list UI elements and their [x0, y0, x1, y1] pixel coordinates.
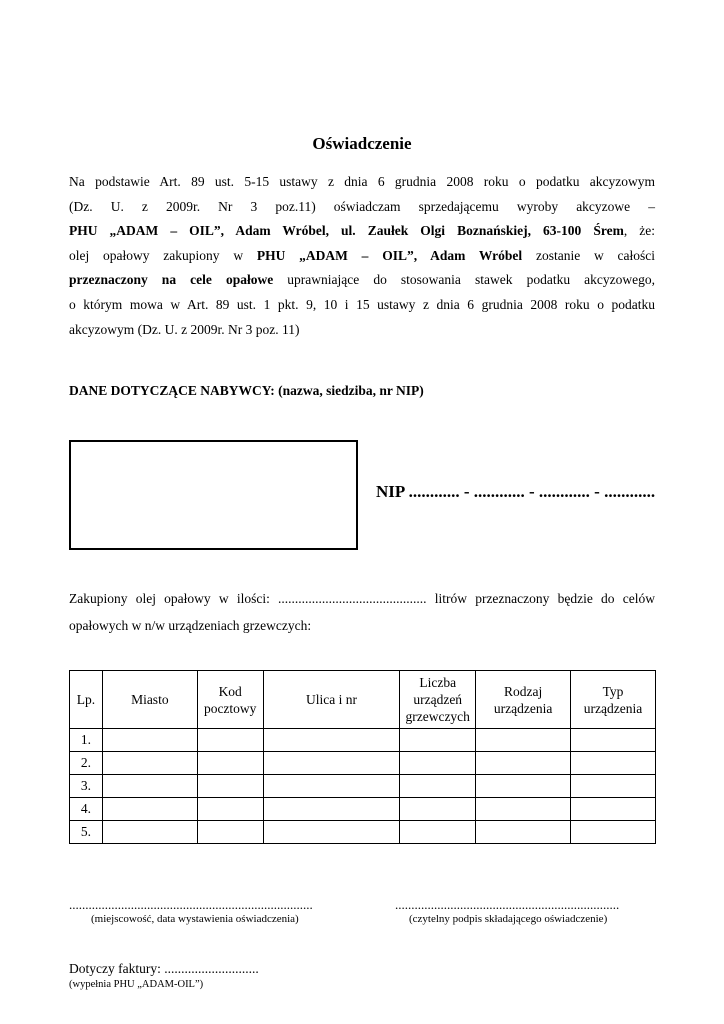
row-number: 4. — [70, 798, 103, 821]
statement-line-3 — [69, 219, 655, 244]
cell-kod[interactable] — [197, 821, 263, 844]
cell-ulica[interactable] — [263, 752, 400, 775]
cell-miasto[interactable] — [102, 798, 197, 821]
table-row — [70, 821, 656, 844]
col-typ-line-2: urządzenia — [583, 700, 643, 716]
document-title: Oświadczenie — [312, 134, 412, 153]
purpose-bold: przeznaczony na cele opałowe — [69, 272, 274, 288]
cell-miasto[interactable] — [102, 775, 197, 798]
cell-kod[interactable] — [197, 775, 263, 798]
statement-paragraph — [69, 170, 655, 342]
statement-line-3-tail: , że: — [623, 223, 655, 239]
statement-line-5 — [69, 268, 655, 293]
col-miasto: Miasto — [102, 671, 197, 729]
quantity-line-2: opałowych w n/w urządzeniach grzewczych: — [69, 618, 312, 633]
invoice-field[interactable]: Dotyczy faktury: ............................ — [69, 961, 259, 976]
col-kod-pocztowy — [197, 671, 263, 729]
nip-field[interactable]: NIP ............ - ............ - ............ - ............ — [376, 482, 656, 501]
col-liczba-line-1: Liczba — [419, 675, 457, 690]
cell-rodzaj[interactable] — [476, 798, 571, 821]
cell-typ[interactable] — [571, 821, 656, 844]
statement-line-5-post: uprawniające do stosowania stawek podatku akcyzowego, — [273, 272, 655, 288]
col-liczba-urzadzen — [400, 671, 476, 729]
cell-typ[interactable] — [571, 798, 656, 821]
cell-rodzaj[interactable] — [476, 752, 571, 775]
place-date-caption: (miejscowość, data wystawienia oświadczenia) — [91, 913, 299, 925]
cell-miasto[interactable] — [102, 752, 197, 775]
table-row — [70, 752, 656, 775]
cell-liczba[interactable] — [400, 775, 476, 798]
cell-ulica[interactable] — [263, 821, 400, 844]
cell-rodzaj[interactable] — [476, 729, 571, 752]
cell-ulica[interactable] — [263, 729, 400, 752]
signature-field[interactable]: ..................................................................... — [395, 897, 620, 912]
statement-line-4-post: zostanie w całości — [522, 247, 655, 263]
col-rodzaj-line-1: Rodzaj — [503, 683, 543, 699]
col-rodzaj-line-2: urządzenia — [493, 700, 553, 716]
statement-line-2: (Dz. U. z 2009r. Nr 3 poz.11) oświadczam sprzedającemu wyroby akcyzowe – — [69, 198, 655, 214]
cell-rodzaj[interactable] — [476, 775, 571, 798]
statement-line-4 — [69, 244, 655, 269]
quantity-line-1: Zakupiony olej opałowy w ilości: ............................................ litrów przeznaczony będzie do celów — [69, 591, 655, 606]
quantity-paragraph — [69, 585, 655, 639]
buyer-data-box[interactable] — [69, 440, 358, 550]
cell-kod[interactable] — [197, 752, 263, 775]
place-date-field[interactable]: ........................................................................... — [69, 897, 313, 912]
statement-line-4-pre: olej opałowy zakupiony w — [69, 247, 257, 263]
col-liczba-line-2: urządzeń — [413, 692, 463, 707]
statement-line-7: akcyzowym (Dz. U. z 2009r. Nr 3 poz. 11) — [69, 321, 300, 337]
col-kod-line-2: pocztowy — [203, 700, 257, 716]
cell-ulica[interactable] — [263, 775, 400, 798]
table-row — [70, 775, 656, 798]
cell-kod[interactable] — [197, 729, 263, 752]
signature-caption: (czytelny podpis składającego oświadczenie) — [409, 913, 608, 925]
cell-kod[interactable] — [197, 798, 263, 821]
row-number: 2. — [70, 752, 103, 775]
cell-rodzaj[interactable] — [476, 821, 571, 844]
cell-typ[interactable] — [571, 752, 656, 775]
cell-typ[interactable] — [571, 729, 656, 752]
col-typ-urzadzenia — [571, 671, 656, 729]
col-typ-line-1: Typ — [602, 683, 624, 699]
table-row — [70, 798, 656, 821]
col-lp: Lp. — [70, 671, 103, 729]
col-liczba-line-3: grzewczych — [405, 709, 470, 724]
row-number: 1. — [70, 729, 103, 752]
row-number: 3. — [70, 775, 103, 798]
cell-liczba[interactable] — [400, 798, 476, 821]
statement-line-1: Na podstawie Art. 89 ust. 5-15 ustawy z dnia 6 grudnia 2008 roku o podatku akcyzowym — [69, 174, 655, 189]
row-number: 5. — [70, 821, 103, 844]
table-row — [70, 729, 656, 752]
statement-line-6: o którym mowa w Art. 89 ust. 1 pkt. 9, 10 i 15 ustawy z dnia 6 grudnia 2008 roku o podatku — [69, 296, 655, 312]
cell-ulica[interactable] — [263, 798, 400, 821]
col-ulica: Ulica i nr — [263, 671, 400, 729]
cell-liczba[interactable] — [400, 752, 476, 775]
seller-name: PHU „ADAM – OIL”, Adam Wróbel, ul. Zaułek Olgi Boznańskiej, 63-100 Śrem — [69, 223, 624, 239]
cell-liczba[interactable] — [400, 729, 476, 752]
col-kod-line-1: Kod — [218, 683, 242, 699]
cell-typ[interactable] — [571, 775, 656, 798]
cell-miasto[interactable] — [102, 821, 197, 844]
cell-miasto[interactable] — [102, 729, 197, 752]
invoice-note: (wypełnia PHU „ADAM-OIL”) — [69, 979, 204, 990]
heating-devices-table — [69, 670, 656, 844]
col-rodzaj-urzadzenia — [476, 671, 571, 729]
seller-name-short: PHU „ADAM – OIL”, Adam Wróbel — [256, 247, 523, 263]
buyer-section-heading: DANE DOTYCZĄCE NABYWCY: (nazwa, siedziba, nr NIP) — [69, 383, 424, 398]
cell-liczba[interactable] — [400, 821, 476, 844]
table-header-row — [70, 671, 656, 729]
